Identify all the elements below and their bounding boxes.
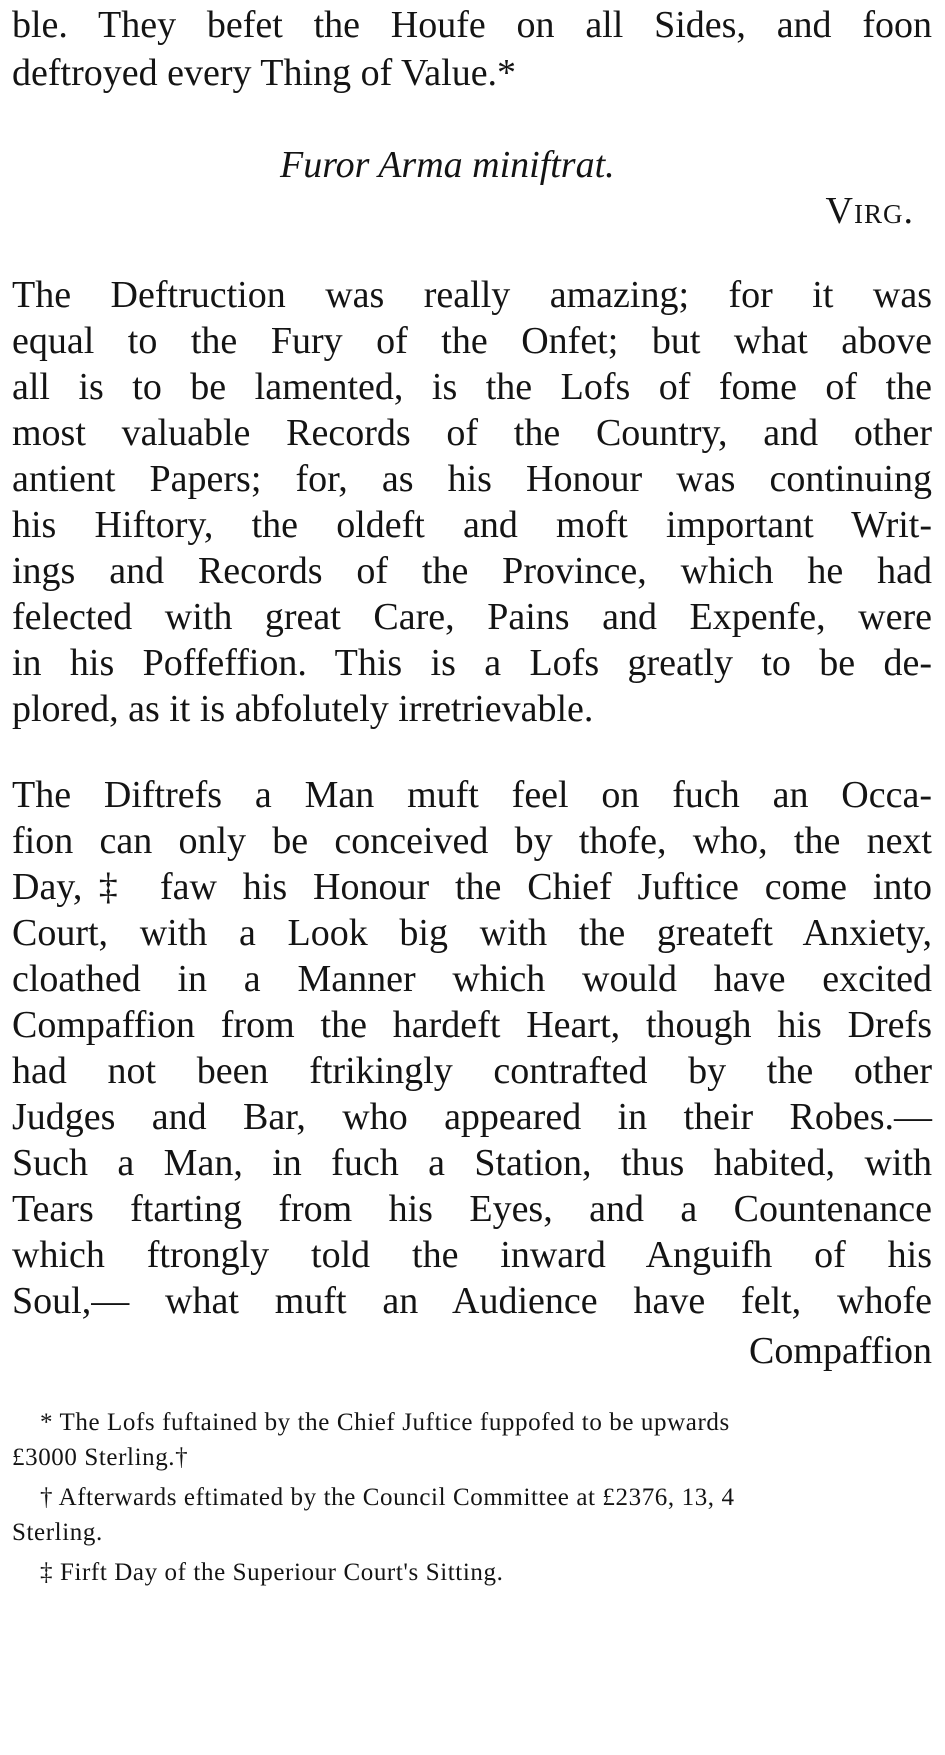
paragraph-2-line: Compaffion from the hardeft Heart, though his Drefs bbox=[12, 1004, 932, 1046]
footnote-1-continued: £3000 Sterling.† bbox=[12, 1444, 189, 1471]
paragraph-2-line: had not been ftrikingly contrafted by the other bbox=[12, 1050, 932, 1092]
paragraph-2-line: The Diftrefs a Man muft feel on fuch an Occa- bbox=[12, 774, 932, 816]
paragraph-1-line: most valuable Records of the Country, and other bbox=[12, 412, 932, 454]
latin-quote: Furor Arma miniftrat. bbox=[280, 144, 615, 186]
paragraph-1-line: The Deftruction was really amazing; for it was bbox=[12, 274, 932, 316]
text-line: deftroyed every Thing of Value.* bbox=[12, 52, 517, 94]
paragraph-2-line: Tears ftarting from his Eyes, and a Countenance bbox=[12, 1188, 932, 1230]
paragraph-2-line: Soul,— what muft an Audience have felt, whofe bbox=[12, 1280, 932, 1322]
paragraph-2-line: cloathed in a Manner which would have excited bbox=[12, 958, 932, 1000]
paragraph-1-line: equal to the Fury of the Onfet; but what above bbox=[12, 320, 932, 362]
paragraph-2-line: Such a Man, in fuch a Station, thus habited, with bbox=[12, 1142, 932, 1184]
paragraph-1-line: all is to be lamented, is the Lofs of fome of the bbox=[12, 366, 932, 408]
text-line: ble. They befet the Houfe on all Sides, and foon bbox=[12, 4, 932, 46]
footnote-3: ‡ Firft Day of the Superiour Court's Sitting. bbox=[40, 1559, 504, 1586]
footnote-1: * The Lofs fuftained by the Chief Juftice fuppofed to be upwards bbox=[40, 1409, 730, 1436]
paragraph-2-line: fion can only be conceived by thofe, who, the next bbox=[12, 820, 932, 862]
footnote-2-continued: Sterling. bbox=[12, 1519, 103, 1546]
paragraph-1-line: felected with great Care, Pains and Expenfe, were bbox=[12, 596, 932, 638]
catchword: Compaffion bbox=[749, 1330, 932, 1372]
paragraph-1-line: in his Poffeffion. This is a Lofs greatly to be de- bbox=[12, 642, 932, 684]
paragraph-2-line: Court, with a Look big with the greateft Anxiety, bbox=[12, 912, 932, 954]
footnote-2: † Afterwards eftimated by the Council Committee at £2376, 13, 4 bbox=[40, 1484, 735, 1511]
paragraph-2-line: Day,‡ faw his Honour the Chief Juftice come into bbox=[12, 866, 932, 908]
paragraph-2-line: which ftrongly told the inward Anguifh of his bbox=[12, 1234, 932, 1276]
quote-author: Virg. bbox=[825, 190, 914, 232]
paragraph-1-line: plored, as it is abfolutely irretrievable. bbox=[12, 688, 594, 730]
paragraph-1-line: his Hiftory, the oldeft and moft important Writ- bbox=[12, 504, 932, 546]
paragraph-1-line: ings and Records of the Province, which he had bbox=[12, 550, 932, 592]
paragraph-1-line: antient Papers; for, as his Honour was continuing bbox=[12, 458, 932, 500]
paragraph-2-line: Judges and Bar, who appeared in their Robes.— bbox=[12, 1096, 932, 1138]
